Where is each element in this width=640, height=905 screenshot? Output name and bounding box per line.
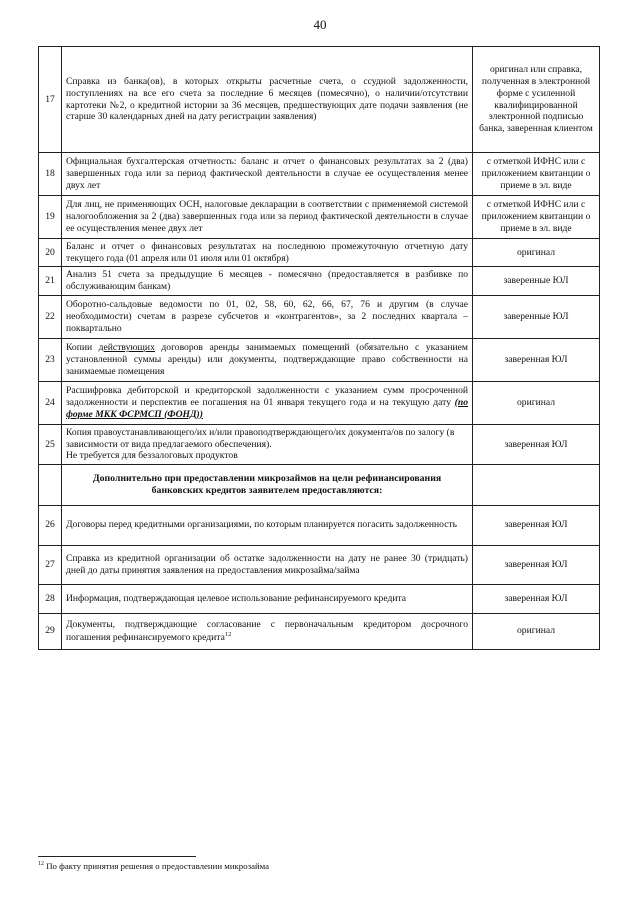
row-note: Не требуется для беззалоговых продуктов (66, 450, 238, 462)
row-number-empty (39, 464, 62, 505)
row-requirement: заверенная ЮЛ (473, 545, 600, 584)
row-number: 27 (39, 545, 62, 584)
table-row (39, 295, 600, 338)
table-row (39, 153, 600, 196)
row-requirement: оригинал (473, 613, 600, 649)
row-description: Баланс и отчет о финансовых результатах на последнюю промежуточную отчетную дату текущего года (01 апреля или 01 июля или 01 октября) (62, 239, 473, 267)
row-number: 20 (39, 239, 62, 267)
footnote-divider (38, 856, 196, 857)
row-number: 24 (39, 381, 62, 424)
row-text: договоров аренды занимаемых помещений (обязательно с указанием установленной суммы аренды) или документы, подтверждающие право собственности на занимаемые помещения (66, 342, 468, 377)
row-description (62, 613, 473, 649)
row-description (62, 338, 473, 381)
table-row (39, 47, 600, 153)
row-text: Документы, подтверждающие согласование с первоначальным кредитором досрочного погашения рефинансируемого кредита (66, 619, 468, 643)
row-number: 23 (39, 338, 62, 381)
footnote-text: По факту принятия решения о предоставлении микрозайма (44, 861, 270, 871)
row-requirement: оригинал (473, 381, 600, 424)
row-number: 29 (39, 613, 62, 649)
row-requirement: заверенная ЮЛ (473, 505, 600, 545)
table-row (39, 613, 600, 649)
row-requirement: заверенные ЮЛ (473, 295, 600, 338)
row-requirement: оригинал или справка, полученная в электронной форме с усиленной квалифицированной электронной подписью банка, заверенная клиентом (473, 47, 600, 153)
table-row (39, 239, 600, 267)
row-number: 25 (39, 424, 62, 464)
row-requirement-empty (473, 464, 600, 505)
form-reference: (по форме МКК ФСРМСП (ФОНД)) (66, 396, 468, 420)
row-text: Копия правоустанавливающего/их и/или правоподтверждающего/их документа/ов по залогу (в зависимости от вида предлагаемого обеспечения). (66, 426, 455, 450)
row-requirement: оригинал (473, 239, 600, 267)
table-row (39, 267, 600, 295)
row-description: Справка из банка(ов), в которых открыты расчетные счета, о ссудной задолженности, поступлениях на все его счета за последние 6 месяцев (помесячно), о наличии/отсутствии картотеки №2, о кредитной истории за 36 месяцев, предшествующих дате подачи заявления (не старше 30 календарных дней на дату регистрации заявления) (62, 47, 473, 153)
row-requirement: заверенная ЮЛ (473, 584, 600, 613)
table-row (39, 424, 600, 464)
row-description (62, 424, 473, 464)
row-description: Информация, подтверждающая целевое использование рефинансируемого кредита (62, 584, 473, 613)
row-requirement: заверенная ЮЛ (473, 338, 600, 381)
row-description: Для лиц, не применяющих ОСН, налоговые декларации в соответствии с применяемой системой налогообложения за 2 (два) завершенных года или за период фактической деятельности в случае ее осуществления менее двух лет (62, 196, 473, 239)
page-number: 40 (313, 17, 327, 32)
row-description: Оборотно-сальдовые ведомости по 01, 02, 58, 60, 62, 66, 67, 76 и другим (в случае необходимости) счетам в разрезе субсчетов и «контрагентов», за 2 последних квартала – поквартально (62, 295, 473, 338)
table-row (39, 584, 600, 613)
row-number: 26 (39, 505, 62, 545)
row-text: Расшифровка дебиторской и кредиторской задолженности с указанием сумм просроченной задолженности и перспектив ее погашения на 01 января текущего года и на текущую дату (66, 385, 468, 408)
row-description: Справка из кредитной организации об остатке задолженности на дату не ранее 30 (тридцать) дней до даты принятия заявления на предоставления микрозайма/займа (62, 545, 473, 584)
row-number: 22 (39, 295, 62, 338)
row-number: 28 (39, 584, 62, 613)
footnote (38, 861, 598, 871)
underlined-text: действующих (98, 342, 155, 354)
documents-table (38, 46, 600, 650)
row-description (62, 381, 473, 424)
row-requirement: с отметкой ИФНС или с приложением квитанции о приеме в эл. виде (473, 153, 600, 196)
row-number: 17 (39, 47, 62, 153)
row-description: Анализ 51 счета за предыдущие 6 месяцев - помесячно (предоставляется в разбивке по обслуживающим банкам) (62, 267, 473, 295)
table-row (39, 505, 600, 545)
row-text: Копии (66, 342, 99, 354)
row-description: Официальная бухгалтерская отчетность: баланс и отчет о финансовых результатах за 2 (два) завершенных года или за период фактической деятельности в случае ее осуществления менее двух лет (62, 153, 473, 196)
table-row (39, 338, 600, 381)
row-requirement: с отметкой ИФНС или с приложением квитанции о приеме в эл. виде (473, 196, 600, 239)
row-requirement: заверенные ЮЛ (473, 267, 600, 295)
section-heading: Дополнительно при предоставлении микрозаймов на цели рефинансирования банковских кредитов заявителем предоставляются: (62, 464, 473, 505)
row-requirement: заверенная ЮЛ (473, 424, 600, 464)
footnote-mark: 12 (38, 861, 44, 868)
row-number: 19 (39, 196, 62, 239)
row-description: Договоры перед кредитными организациями, по которым планируется погасить задолженность (62, 505, 473, 545)
table-row (39, 196, 600, 239)
section-heading-row (39, 464, 600, 505)
row-number: 21 (39, 267, 62, 295)
footnote-reference: 12 (224, 630, 232, 638)
table-row (39, 545, 600, 584)
table-row (39, 381, 600, 424)
row-number: 18 (39, 153, 62, 196)
